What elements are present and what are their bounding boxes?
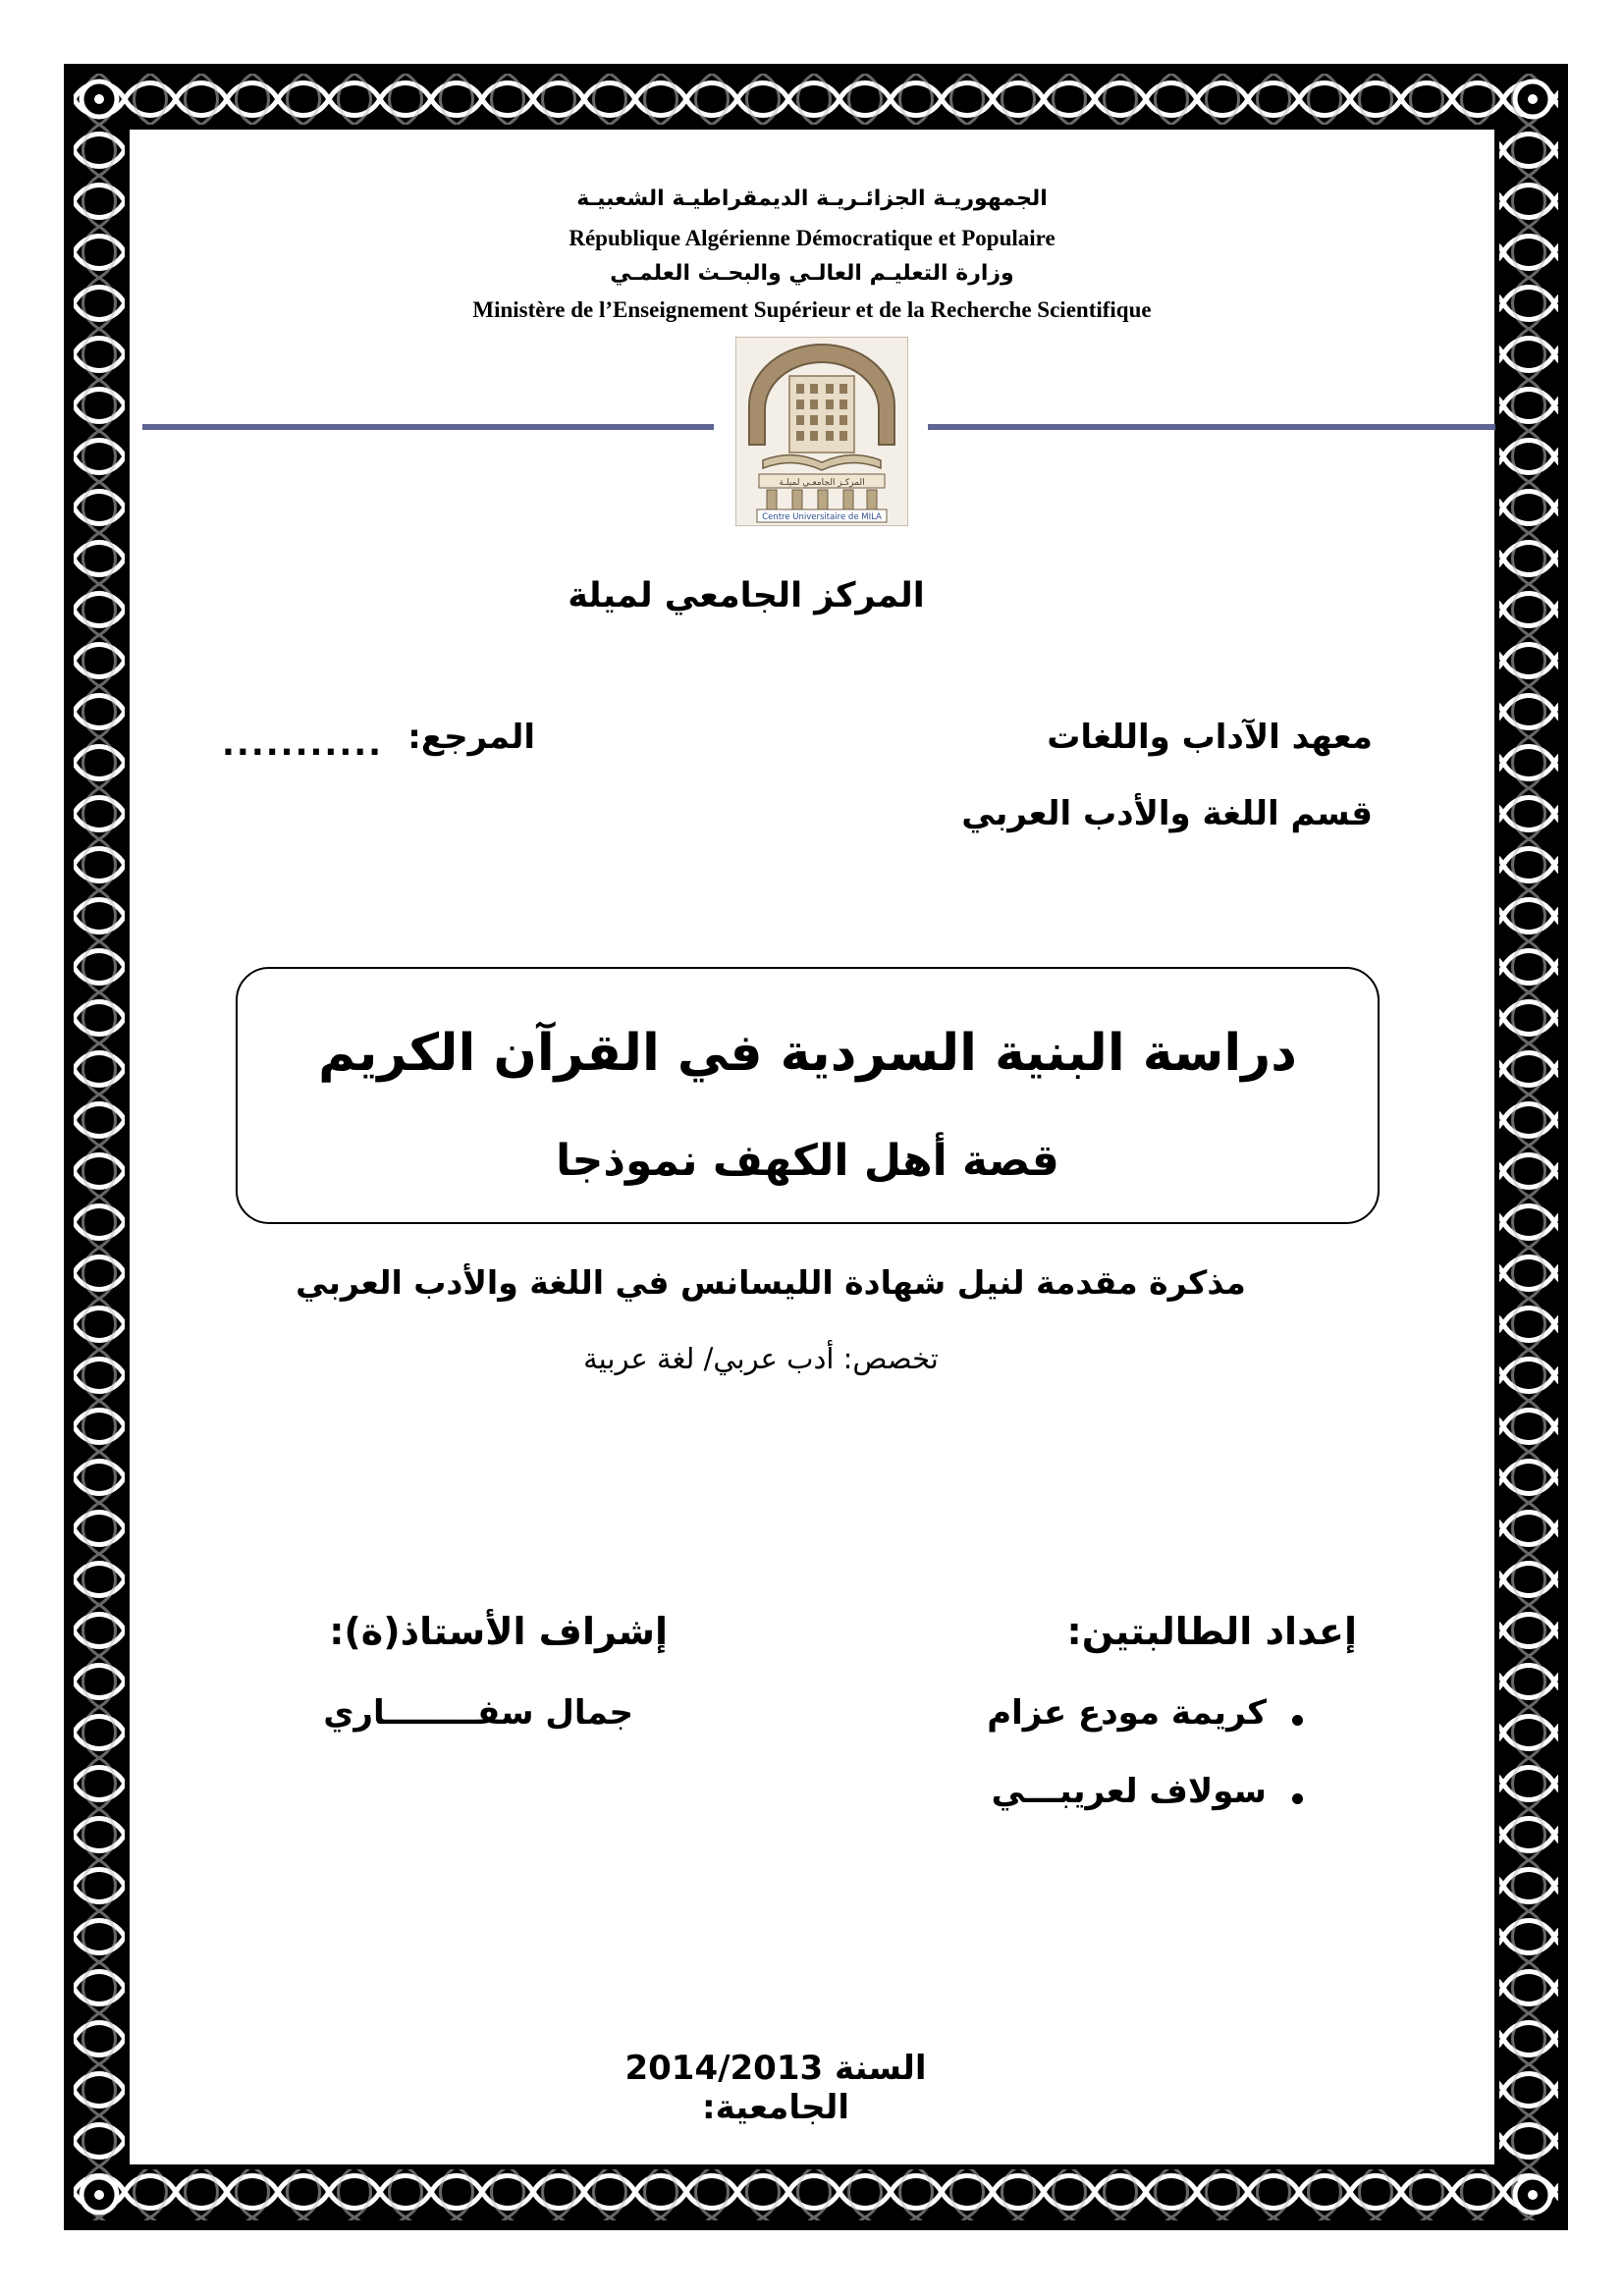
student-name-1: كريمة مودع عزام [987, 1693, 1267, 1733]
academic-year-label: السنة الجامعية: [701, 2049, 927, 2127]
center-name: المركز الجامعي لميلة [568, 576, 925, 615]
thesis-subtitle: قصة أهل الكهف نموذجا [556, 1136, 1059, 1186]
logo-inner-text: المركـز الجامعـي لميلـة [779, 478, 865, 488]
logo-caption: Centre Universitaire de MILA [762, 512, 882, 522]
specialty-line: تخصص: أدب عربي/ لغة عربية [583, 1342, 939, 1375]
bullet-icon [1292, 1793, 1303, 1804]
university-building-logo-icon [735, 337, 908, 526]
academic-year-value: 2014/2013 [624, 2049, 824, 2088]
reference-label: المرجع: [407, 718, 535, 757]
header-rule-right [928, 424, 1495, 430]
department-name: قسم اللغة والأدب العربي [961, 794, 1373, 833]
republic-arabic: الجمهوريـة الجزائـريـة الديمقراطيـة الشعبيـة [576, 187, 1048, 211]
institute-name: معهد الآداب واللغات [1047, 718, 1373, 757]
degree-line: مذكرة مقدمة لنيل شهادة الليسانس في اللغة والأدب العربي [296, 1263, 1246, 1302]
supervisor-label: إشراف الأستاذ(ة): [329, 1610, 668, 1653]
reference-value: ........... [222, 724, 384, 764]
bullet-icon [1292, 1715, 1303, 1726]
ministry-arabic: وزارة التعليـم العالـي والبحـث العلمـي [610, 261, 1014, 286]
supervisor-name: جمال سفــــــــاري [323, 1693, 633, 1733]
university-logo [735, 337, 908, 526]
republic-french: République Algérienne Démocratique et Populaire [568, 226, 1056, 250]
header-rule-left [142, 424, 714, 430]
student-name-2: سولاف لعريبـــي [991, 1772, 1267, 1811]
students-label: إعداد الطالبتين: [1066, 1610, 1357, 1653]
ministry-french: Ministère de l’Enseignement Supérieur et de la Recherche Scientifique [472, 297, 1152, 322]
thesis-title: دراسة البنية السردية في القرآن الكريم [318, 1024, 1297, 1083]
academic-year [550, 2049, 1001, 2127]
